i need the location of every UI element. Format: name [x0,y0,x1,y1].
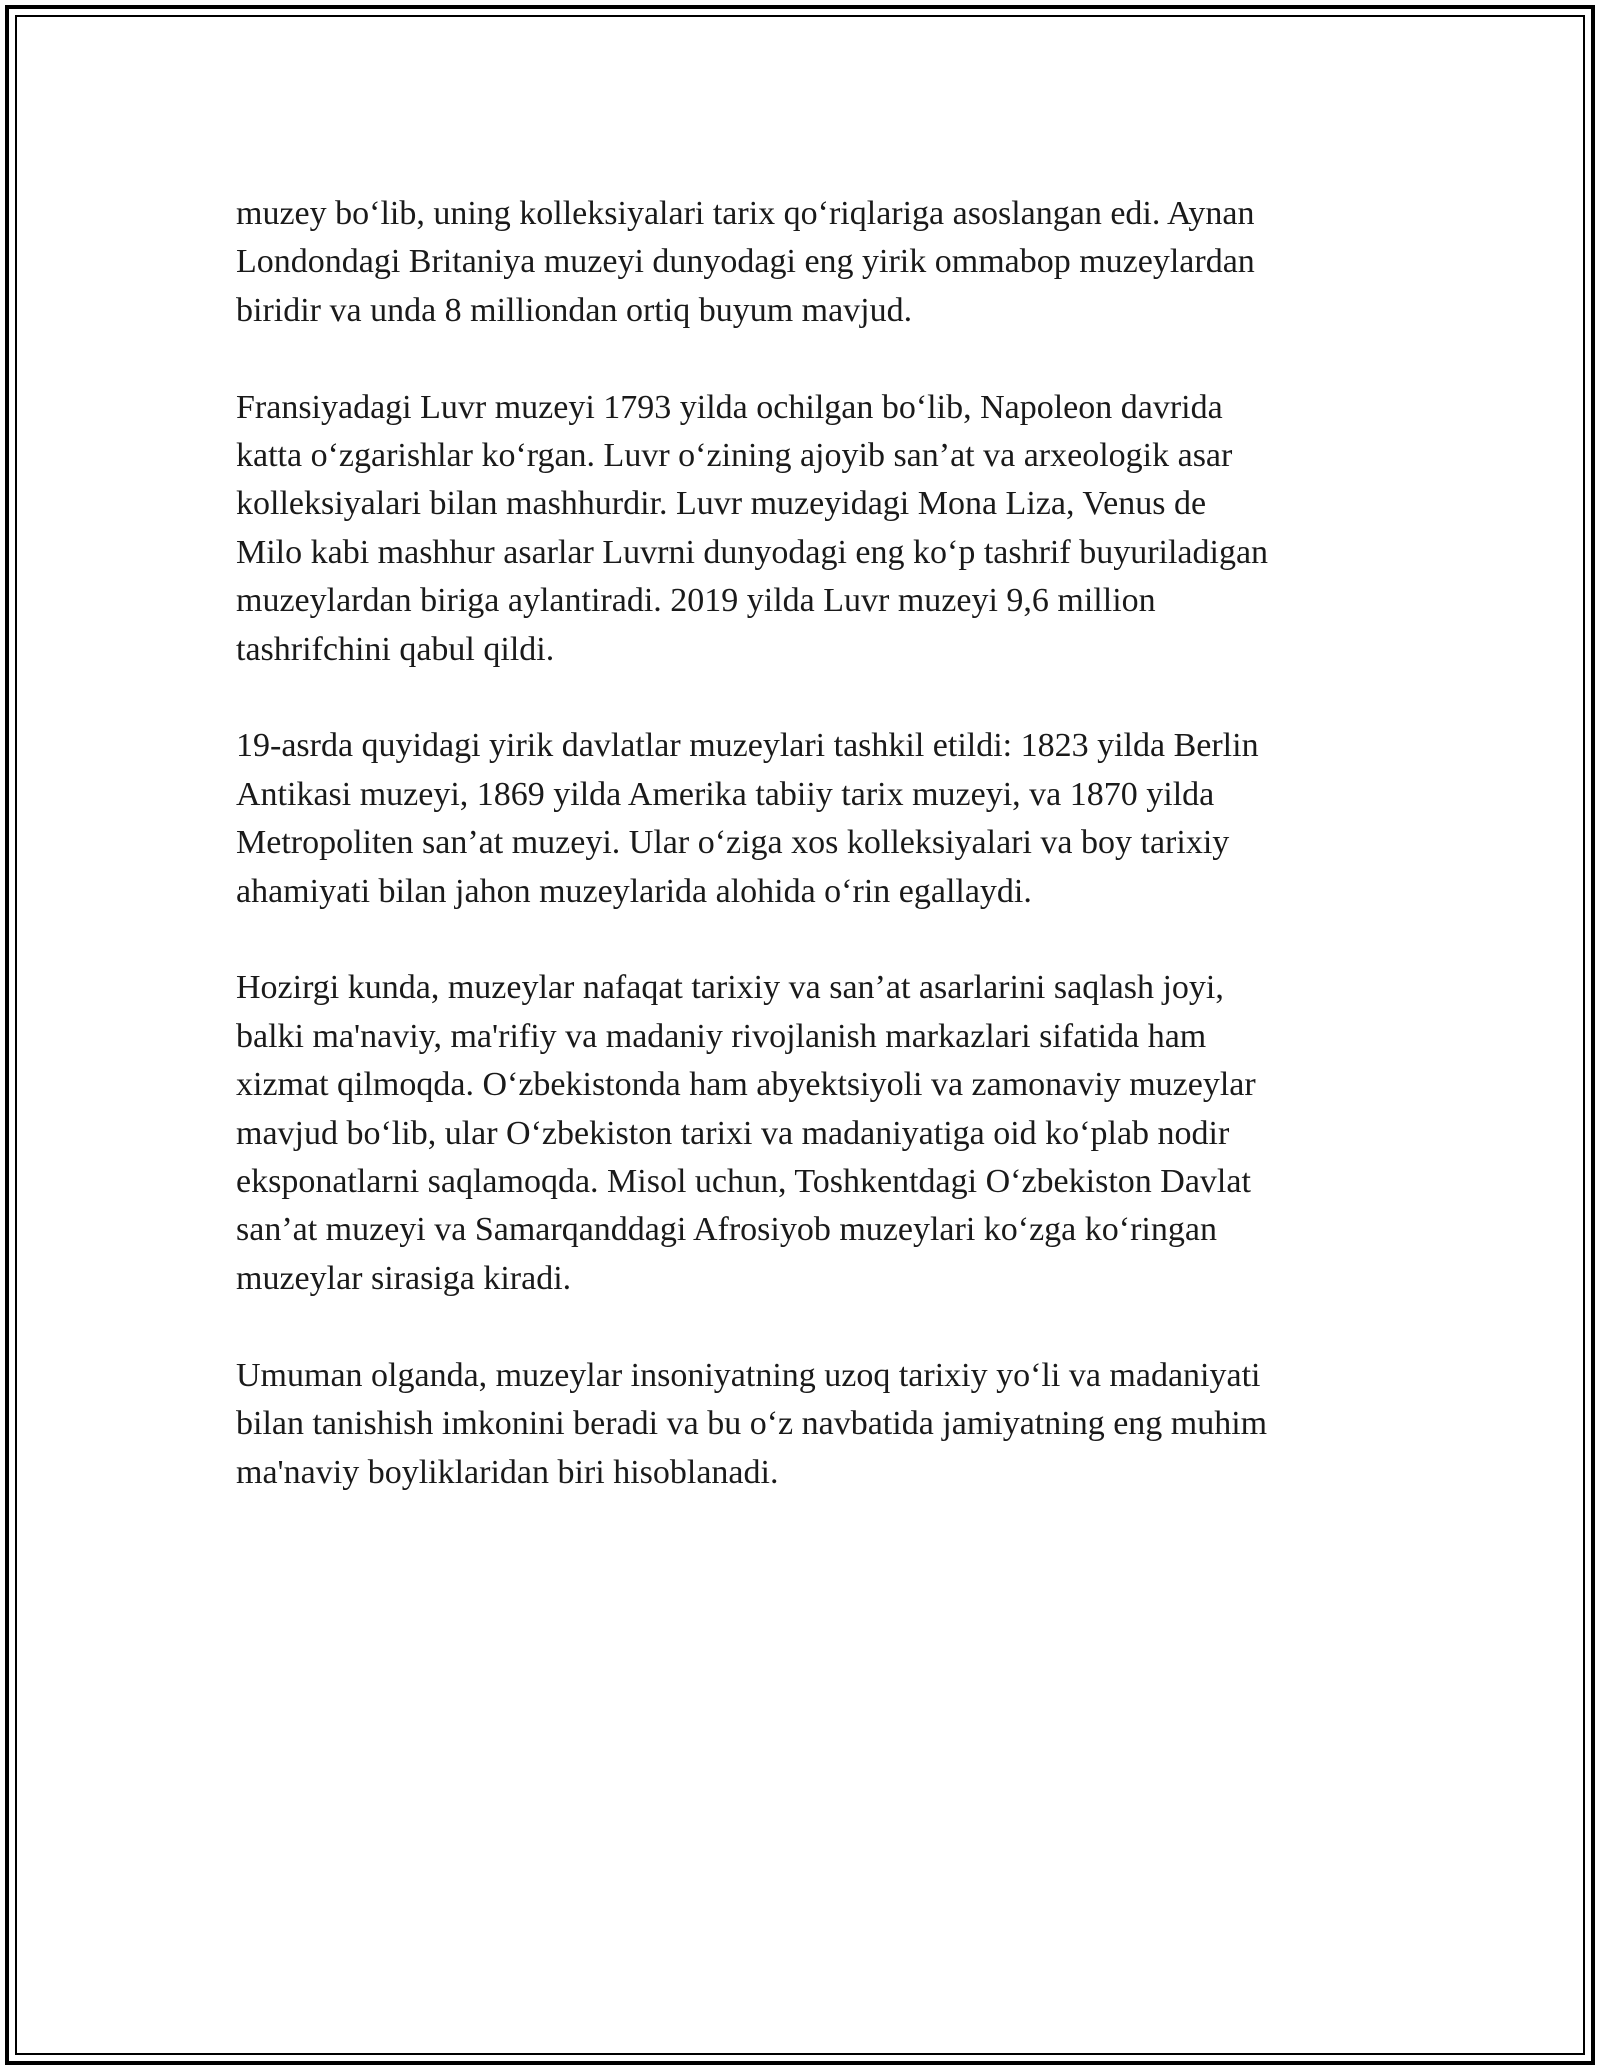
paragraph-19th-century-museums: 19-asrda quyidagi yirik davlatlar muzeylari tashkil etildi: 1823 yilda Berlin Antikasi muzeyi, 1869 yilda Amerika tabiiy tarix muzeyi, va 1870 yilda Metropoliten san’at muzeyi. Ular o‘ziga xos kolleksiyalari va boy tarixiy ahamiyati bilan jahon muzeylarida alohida o‘rin egallaydi. [236,727,1259,910]
paragraph-louvre: Fransiyadagi Luvr muzeyi 1793 yilda ochilgan bo‘lib, Napoleon davrida katta o‘zgarishlar ko‘rgan. Luvr o‘zining ajoyib san’at va arxeologik asar kolleksiyalari bilan mashhurdir. Luvr muzeyidagi Mona Liza, Venus de Milo kabi mashhur asarlar Luvrni dunyodagi eng ko‘p tashrif buyuriladigan muzeylardan biriga aylantiradi. 2019 yilda Luvr muzeyi 9,6 million tashrifchini qabul qildi. [236,388,1269,668]
paragraph-modern-museums: Hozirgi kunda, muzeylar nafaqat tarixiy va san’at asarlarini saqlash joyi, balki ma'naviy, ma'rifiy va madaniy rivojlanish markazlari sifatida ham xizmat qilmoqda. O‘zbekistonda ham abyektsiyoli va zamonaviy muzeylar mavjud bo‘lib, ular O‘zbekiston tarixi va madaniyatiga oid ko‘plab nodir eksponatlarni saqlamoqda. Misol uchun, Toshkentdagi O‘zbekiston Davlat san’at muzeyi va Samarqanddagi Afrosiyob muzeylari ko‘zga ko‘ringan muzeylar sirasiga kiradi. [236,969,1256,1297]
document-body [236,190,1366,1545]
paragraph-british-museum: muzey bo‘lib, uning kolleksiyalari tarix qo‘riqlariga asoslangan edi. Aynan Londondagi Britaniya muzeyi dunyodagi eng yirik ommabop muzeylardan biridir va unda 8 milliondan ortiq buyum mavjud. [236,195,1255,329]
paragraph-conclusion: Umuman olganda, muzeylar insoniyatning uzoq tarixiy yo‘li va madaniyati bilan tanishish imkonini beradi va bu o‘z navbatida jamiyatning eng muhim ma'naviy boyliklaridan biri hisoblanadi. [236,1356,1268,1491]
